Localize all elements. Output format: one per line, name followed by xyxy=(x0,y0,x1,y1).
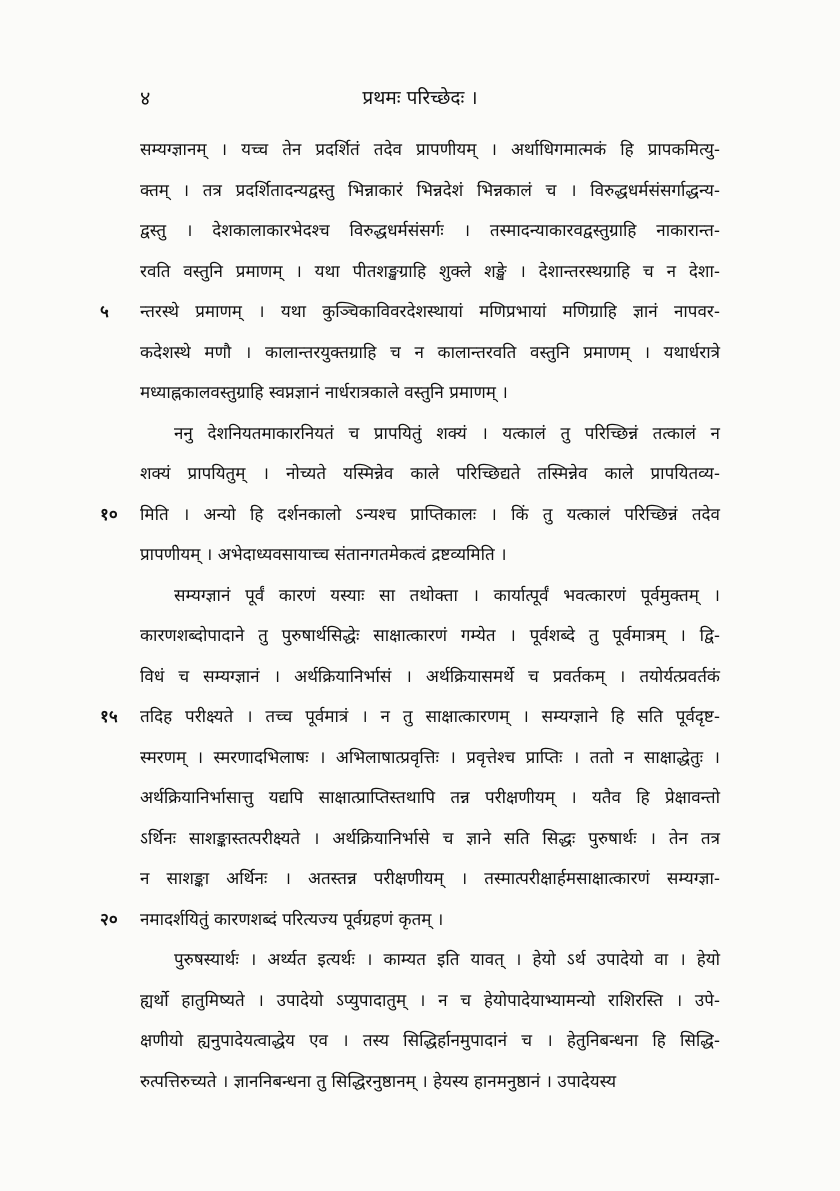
line-text: ऽर्थिनः साशङ्कास्तत्परीक्ष्यते । अर्थक्रियानिर्भासे च ज्ञाने सति सिद्धः पुरुषार्थः । तेन तत्र xyxy=(140,828,720,849)
text-line xyxy=(0,738,840,779)
line-text: तदिह परीक्ष्यते । तच्च पूर्वमात्रं । न तु साक्षात्कारणम् । सम्यग्ज्ञाने हि सति पूर्वदृष्ट- xyxy=(140,707,720,727)
line-number: १० xyxy=(100,504,118,525)
text-line xyxy=(0,333,840,374)
line-text: शक्यं प्रापयितुम् । नोच्यते यस्मिन्नेव काले परिच्छिद्यते तस्मिन्नेव काले प्रापयितव्य- xyxy=(140,464,720,484)
text-line xyxy=(0,900,840,941)
line-text: रुत्पत्तिरुच्यते । ज्ञाननिबन्धना तु सिद्धिरनुष्ठानम् । हेयस्य हानमनुष्ठानं । उपादेयस्य xyxy=(140,1071,617,1092)
text-line xyxy=(0,535,840,576)
text-line xyxy=(0,940,840,981)
paragraph-first-line: ननु देशनियतमाकारनियतं च प्रापयितुं शक्यं । यत्कालं तु परिच्छिन्नं तत्कालं न xyxy=(174,423,720,444)
text-line xyxy=(0,292,840,333)
line-number: १५ xyxy=(100,707,118,727)
line-text: क्तम् । तत्र प्रदर्शितादन्यद्वस्तु भिन्नाकारं भिन्नदेशं भिन्नकालं च । विरुद्धधर्मसंसर्गाद्धन्य- xyxy=(140,180,720,201)
line-number: २० xyxy=(100,909,118,930)
line-text: अर्थक्रियानिर्भासात्तु यद्यपि साक्षात्प्राप्तिस्तथापि तन्न परीक्षणीयम् । यतैव हि प्रेक्षावन्तो xyxy=(140,788,720,808)
line-text: ह्यर्थो हातुमिष्यते । उपादेयो ऽप्युपादातुम् । न च हेयोपादेयाभ्यामन्यो राशिरस्ति । उपे- xyxy=(140,990,720,1011)
line-text: क्षणीयो ह्यनुपादेयत्वाद्धेय एव । तस्य सिद्धिर्हानमुपादानं च । हेतुनिबन्धना हि सिद्धि- xyxy=(140,1031,720,1051)
line-text: मिति । अन्यो हि दर्शनकालो ऽन्यश्च प्राप्तिकालः । किं तु यत्कालं परिच्छिन्नं तदेव xyxy=(140,504,720,525)
text-line xyxy=(0,819,840,860)
text-line xyxy=(0,130,840,171)
text-line xyxy=(0,414,840,455)
paragraph-first-line: पुरुषस्यार्थः । अर्थ्यत इत्यर्थः । काम्यत इति यावत् । हेयो ऽर्थ उपादेयो वा । हेयो xyxy=(174,950,720,970)
text-line xyxy=(0,657,840,698)
text-line xyxy=(0,1021,840,1062)
body-text xyxy=(0,130,840,1102)
line-text: प्रापणीयम् । अभेदाध्यवसायाच्च संतानगतमेकत्वं द्रष्टव्यमिति । xyxy=(140,545,507,565)
line-text: मध्याह्नकालवस्तुग्राहि स्वप्नज्ञानं नार्धरात्रकाले वस्तुनि प्रमाणम् । xyxy=(140,383,508,403)
line-text: न्तरस्थे प्रमाणम् । यथा कुञ्चिकाविवरदेशस्थायां मणिप्रभायां मणिग्राहि ज्ञानं नापवर- xyxy=(140,302,720,322)
line-text: सम्यग्ज्ञानम् । यच्च तेन प्रदर्शितं तदेव प्रापणीयम् । अर्थाधिगमात्मकं हि प्रापकमित्यु- xyxy=(140,140,720,160)
text-line xyxy=(0,373,840,414)
line-text: स्मरणम् । स्मरणादभिलाषः । अभिलाषात्प्रवृत्तिः । प्रवृत्तेश्च प्राप्तिः । ततो न साक्षाद्धेतुः । xyxy=(140,747,720,768)
text-line xyxy=(0,171,840,212)
text-line xyxy=(0,454,840,495)
page-header xyxy=(0,84,840,114)
text-line xyxy=(0,981,840,1022)
line-text: रवति वस्तुनि प्रमाणम् । यथा पीतशङ्खग्राहि शुक्ले शङ्खे । देशान्तरस्थग्राहि च न देशा- xyxy=(140,261,720,282)
text-line xyxy=(0,211,840,252)
text-line xyxy=(0,252,840,293)
text-line xyxy=(0,1062,840,1103)
line-text: कारणशब्दोपादाने तु पुरुषार्थसिद्धेः साक्षात्कारणं गम्येत । पूर्वशब्दे तु पूर्वमात्रम् । द्वि- xyxy=(140,626,720,646)
line-text: न साशङ्का अर्थिनः । अतस्तन्न परीक्षणीयम् । तस्मात्परीक्षार्हमसाक्षात्कारणं सम्यग्ज्ञा- xyxy=(140,869,720,889)
line-text: द्वस्तु । देशकालाकारभेदश्च विरुद्धधर्मसंसर्गः । तस्मादन्याकारवद्वस्तुग्राहि नाकारान्त- xyxy=(140,221,720,241)
line-number: ५ xyxy=(100,302,109,322)
text-line xyxy=(0,778,840,819)
line-text: विधं च सम्यग्ज्ञानं । अर्थक्रियानिर्भासं । अर्थक्रियासमर्थे च प्रवर्तकम् । तयोर्यत्प्रवर्तकं xyxy=(140,666,720,687)
paragraph-first-line: सम्यग्ज्ञानं पूर्वं कारणं यस्याः सा तथोक्ता । कार्यात्पूर्वं भवत्कारणं पूर्वमुक्तम् । xyxy=(174,585,720,606)
running-title: प्रथमः परिच्छेदः । xyxy=(362,87,478,109)
text-line xyxy=(0,616,840,657)
line-text: कदेशस्थे मणौ । कालान्तरयुक्तग्राहि च न कालान्तरवति वस्तुनि प्रमाणम् । यथार्धरात्रे xyxy=(140,342,720,363)
text-line xyxy=(0,576,840,617)
text-line xyxy=(0,859,840,900)
text-line xyxy=(0,495,840,536)
line-text: नमादर्शयितुं कारणशब्दं परित्यज्य पूर्वग्रहणं कृतम् । xyxy=(140,909,444,930)
page-number: ४ xyxy=(140,86,151,110)
text-line xyxy=(0,697,840,738)
